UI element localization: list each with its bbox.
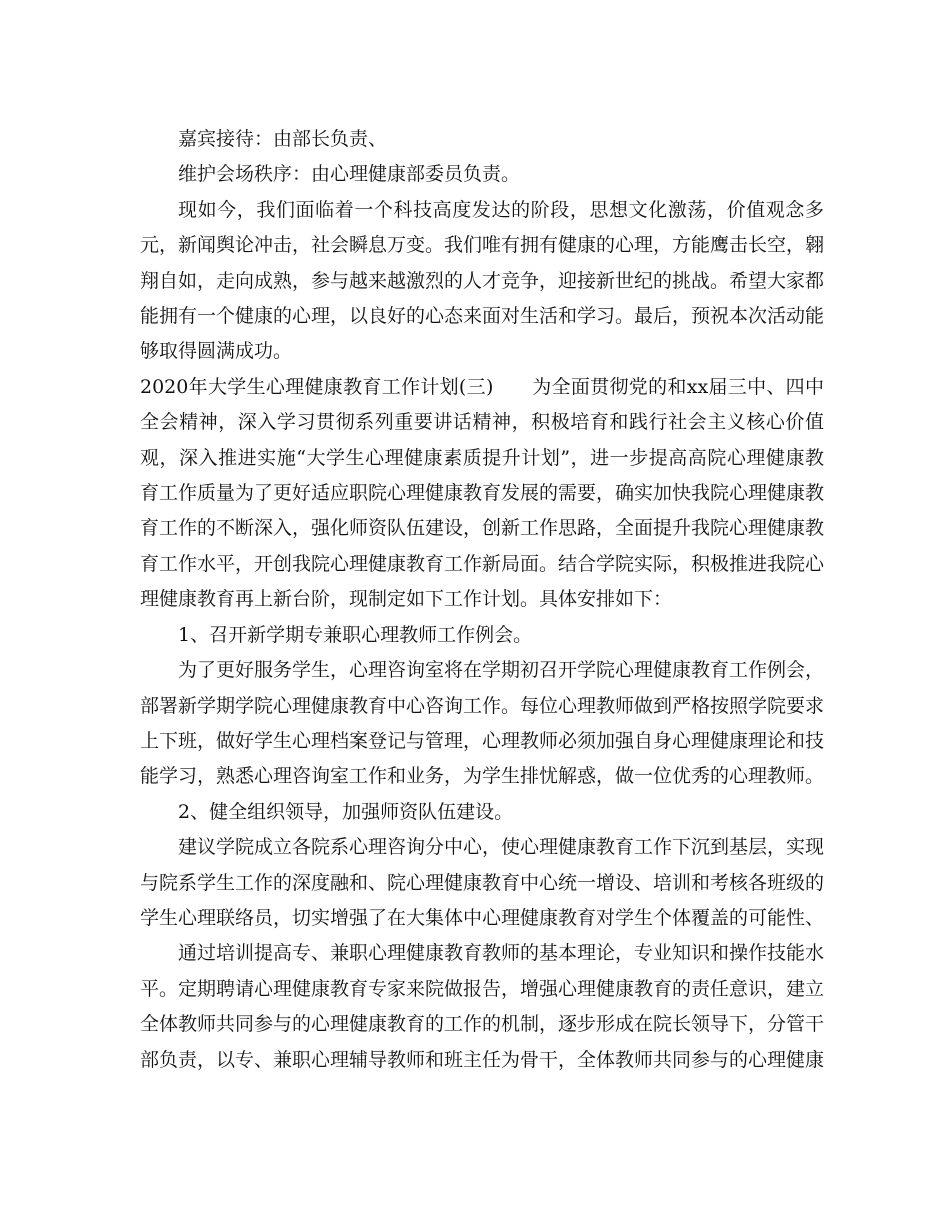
paragraph-item-1-heading: 1、召开新学期专兼职心理教师工作例会。 [178,623,533,646]
paragraph-closing-remarks: 现如今，我们面临着一个科技高度发达的阶段，思想文化激荡，价值观念多元，新闻舆论冲击，社会瞬息万变。我们唯有拥有健康的心理，方能鹰击长空，翱翔自如，走向成熟，参与越来越激烈的人才竞争，迎接新世纪的挑战。希望大家都能拥有一个健康的心理，以良好的心态来面对生活和学习。最后，预祝本次活动能够取得圆满成功。 [140,198,825,363]
paragraph-item-2-body: 建议学院成立各院系心理咨询分中心，使心理健康教育工作下沉到基层，实现与院系学生工作的深度融和、院心理健康教育中心统一增设、培训和考核各班级的学生心理联络员，切实增强了在大集体中心理健康教育对学生个体覆盖的可能性、 [140,836,825,929]
paragraph-training: 通过培训提高专、兼职心理健康教育教师的基本理论，专业知识和操作技能水平。定期聘请心理健康教育专家来院做报告，增强心理健康教育的责任意识，建立全体教师共同参与的心理健康教育的工作的机制，逐步形成在院长领导下，分管干部负责，以专、兼职心理辅导教师和班主任为骨干，全体教师共同参与的心理健康 [140,942,825,1071]
paragraph-reception: 嘉宾接待：由部长负责、 [178,128,388,150]
paragraph-item-2-heading: 2、健全组织领导，加强师资队伍建设。 [178,800,514,823]
paragraph-order: 维护会场秩序：由心理健康部委员负责。 [178,163,521,186]
paragraph-plan-intro: 2020年大学生心理健康教育工作计划(三) 为全面贯彻党的和xx届三中、四中全会精神，深入学习贯彻系列重要讲话精神，积极培育和践行社会主义核心价值观，深入推进实施“大学生心理健康素质提升计划”，进一步提高高院心理健康教育工作质量为了更好适应职院心理健康教育发展的需要，确实加快我院心理健康教育工作的不断深入，强化师资队伍建设，创新工作思路，全面提升我院心理健康教育工作水平，开创我院心理健康教育工作新局面。结合学院实际，积极推进我院心理健康教育再上新台阶，现制定如下工作计划。具体安排如下： [140,375,825,611]
paragraph-item-1-body: 为了更好服务学生，心理咨询室将在学期初召开学院心理健康教育工作例会，部署新学期学院心理健康教育中心咨询工作。每位心理教师做到严格按照学院要求上下班，做好学生心理档案登记与管理，心理教师必须加强自身心理健康理论和技能学习，熟悉心理咨询室工作和业务，为学生排忧解惑，做一位优秀的心理教师。 [140,659,825,788]
document-body [140,122,824,1078]
